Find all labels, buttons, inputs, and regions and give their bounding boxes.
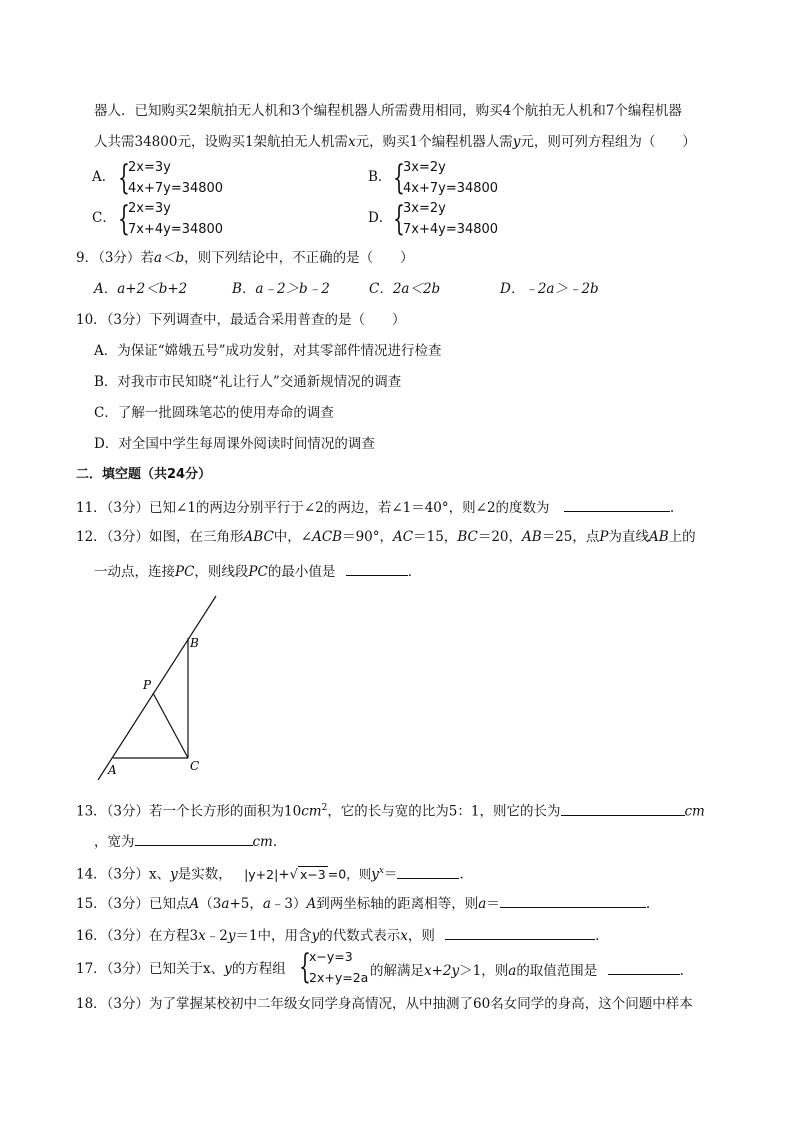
q16-var: y [311,928,320,944]
q13-end: . [272,834,278,850]
q10-option-a[interactable]: A．为保证“嫦娥五号”成功发射，对其零部件情况进行检查 [94,343,442,359]
q14-sup: x [378,866,384,876]
q12-ac: AC [393,529,414,545]
q12-pc: PC [175,564,195,580]
q16-text: ＝1中，用含 [235,928,312,944]
q14-plus: + [278,866,290,883]
segment-pc [153,693,188,758]
q16-var: y [227,928,236,944]
eq-row-1: 3x=2y [403,201,446,216]
brace-icon: { [393,199,405,239]
q16-end: . [595,928,600,944]
q17-cond: x+2y [424,963,460,979]
q17-answer-blank[interactable] [608,960,680,975]
q15-text: 15．（3分）已知点 [76,896,190,912]
label-c: C [190,759,200,773]
q9-num: 9．（3分）若 [76,250,154,266]
q16-var: x [198,928,206,944]
eq-row-2: 2x+y=2a [309,970,369,985]
q12-end: . [407,564,412,580]
q14-text: =0，则 [327,866,372,882]
q15-point: A [189,896,200,912]
q9-option-b[interactable]: B．a﹣2＞b﹣2 [232,281,330,297]
q15-var: a [221,896,230,912]
q13-line2 [94,831,277,851]
eq-row-2: 4x+7y=34800 [403,181,499,196]
q9-stem [76,249,414,267]
q12-text: ＝15， [413,529,458,545]
q12-text: 一动点，连接 [94,564,175,580]
triangle-figure [96,592,226,782]
q11-text: 11．（3分）已知∠1的两边分别平行于∠2的两边，若∠1＝40°，则∠2的度数为 [76,500,550,516]
q8-var-x: x [348,134,356,150]
q11 [76,497,674,517]
q15-text: ＝ [486,896,500,912]
eq-row-1: 2x=3y [128,201,171,216]
q12-text: ＝20， [477,529,523,545]
q16-text: 16．（3分）在方程3 [76,928,199,944]
q8-line2c: 元，则可列方程组为（ ） [520,134,696,150]
q13-unit: cm [684,803,705,820]
q16-text: 的代数式表示 [319,928,401,944]
q8-option-a-label: A． [92,169,116,185]
q13-text: 13．（3分）若一个长方形的面积为10 [76,803,302,820]
q12-bc: BC [457,529,478,545]
q8-option-c-system [118,199,238,241]
q17-var: y [224,961,232,977]
q17-text: ＞1，则 [459,963,509,979]
eq-row-1: 2x=3y [128,160,171,175]
q12-ab: AB [522,529,542,545]
q12-line2 [94,561,412,581]
q12-abc: ABC [243,529,274,545]
q8-line2 [94,133,696,151]
q10-stem: 10．（3分）下列调查中，最适合采用普查的是（ ） [76,312,406,328]
line-ab [98,596,216,780]
q15-answer-blank[interactable] [500,893,646,908]
q14-answer-blank[interactable] [397,864,459,879]
eq-row-2: 4x+7y=34800 [128,181,224,196]
q17-system [299,947,379,991]
q15-end: . [645,896,651,912]
q15 [76,893,650,913]
q15-text: +5， [229,896,263,912]
q14-radicand: x−3 [299,866,326,882]
q12-text: ＝25，点 [541,529,600,545]
q15-var: a [478,896,487,912]
brace-icon: { [393,158,405,198]
q15-point: A [306,896,317,912]
eq-row-1: x−y=3 [309,949,353,964]
q9-rest: ，则下列结论中，不正确的是（ ） [184,250,414,266]
q12-pc: PC [248,564,268,580]
q16 [76,925,599,945]
q8-option-a-system [118,158,238,200]
section-heading: 二．填空题（共24分） [76,467,212,482]
q13-text: ，它的长与宽的比为5：1，则它的长为 [327,803,561,820]
q16-text: ﹣2 [205,928,228,944]
q9-option-d[interactable]: D．﹣2a＞﹣2b [500,281,599,297]
q9-option-a[interactable]: A．a+2＜b+2 [94,281,188,297]
q12-answer-blank[interactable] [346,561,408,576]
q13-length-blank[interactable] [561,801,685,816]
q13-unit: cm [252,834,273,850]
q12-text: 上的 [668,529,696,545]
q9-cond: a＜b [153,250,185,266]
q13-text: ，宽为 [94,834,135,850]
q10-option-b[interactable]: B．对我市市民知晓“礼让行人”交通新规情况的调查 [94,374,402,390]
q14-abs: |y+2| [244,866,279,882]
q12-text: 为直线 [608,529,649,545]
q12-text: 12．（3分）如图，在三角形 [76,529,244,545]
q17-stem [76,960,286,978]
eq-row-1: 3x=2y [403,160,446,175]
q8-var-y: y [512,134,521,150]
q13-sup: 2 [321,803,328,813]
q12-text: ，则线段 [194,564,249,580]
q8-option-c-label: C． [92,210,116,226]
q16-var: x [400,928,408,944]
q17-text: 的取值范围是 [516,963,598,979]
q12-line1 [76,528,696,546]
q14-end: . [459,866,464,883]
q8-option-b-system [393,158,513,200]
q8-option-d-system [393,199,513,241]
q12-text: 中，∠ [273,529,313,545]
q11-end: . [669,500,675,516]
q9-option-c[interactable]: C．2a＜2b [369,281,441,297]
brace-icon: { [118,199,130,239]
q12-ab: AB [648,529,669,545]
q17-text: 17．（3分）已知关于x、 [76,961,225,977]
q17-var: a [508,963,517,979]
label-a: A [108,763,117,777]
eq-row-2: 7x+4y=34800 [403,222,499,237]
brace-icon: { [299,947,311,987]
label-b: B [190,636,199,650]
q8-line1: 器人．已知购买2架航拍无人机和3个编程机器人所需费用相同，购买4个航拍无人机和7个编程机器 [94,103,682,119]
q13-line1 [76,799,705,821]
q8-option-b-label: B． [368,169,392,185]
sqrt-icon: √ [289,867,298,883]
label-p: P [143,678,152,692]
q15-var: a [262,896,271,912]
q14-text: 是实数， [177,866,232,883]
q14-y: y [371,866,379,883]
q11-answer-blank[interactable] [564,497,670,512]
eq-row-2: 7x+4y=34800 [128,222,224,237]
q12-text: ＝90°， [342,529,394,545]
q14-text: ＝ [383,866,398,883]
brace-icon: { [118,158,130,198]
q8-option-d-label: D． [368,210,393,226]
q16-answer-blank[interactable] [445,925,595,940]
q14 [76,862,464,885]
q17-text: 的方程组 [231,961,286,977]
q8-line2b: 元，购买1个编程机器人需 [355,134,513,150]
q16-text: ，则 [407,928,435,944]
q14-text: 14．（3分）x、 [76,866,171,883]
q14-y: y [170,866,178,883]
q10-option-c[interactable]: C．了解一批圆珠笔芯的使用寿命的调查 [94,405,334,421]
q17-text: 的解满足 [370,963,424,979]
q15-text: 到两坐标轴的距离相等，则 [316,896,479,912]
q18-stem: 18．（3分）为了掌握某校初中二年级女同学身高情况，从中抽测了60名女同学的身高，这个问题中样本 [76,996,693,1012]
q10-option-d[interactable]: D．对全国中学生每周课外阅读时间情况的调查 [94,436,375,452]
q17-end: . [679,963,684,979]
q15-text: （3 [199,896,222,912]
q12-text: 的最小值是 [267,564,336,580]
q8-line2a: 人共需34800元，设购买1架航拍无人机需 [94,134,349,150]
q13-width-blank[interactable] [135,831,253,846]
q17-rest [370,960,684,980]
q12-acb: ACB [312,529,343,545]
q15-text: ﹣3） [270,896,307,912]
q13-unit: cm [301,803,322,820]
q12-p: P [599,529,609,545]
